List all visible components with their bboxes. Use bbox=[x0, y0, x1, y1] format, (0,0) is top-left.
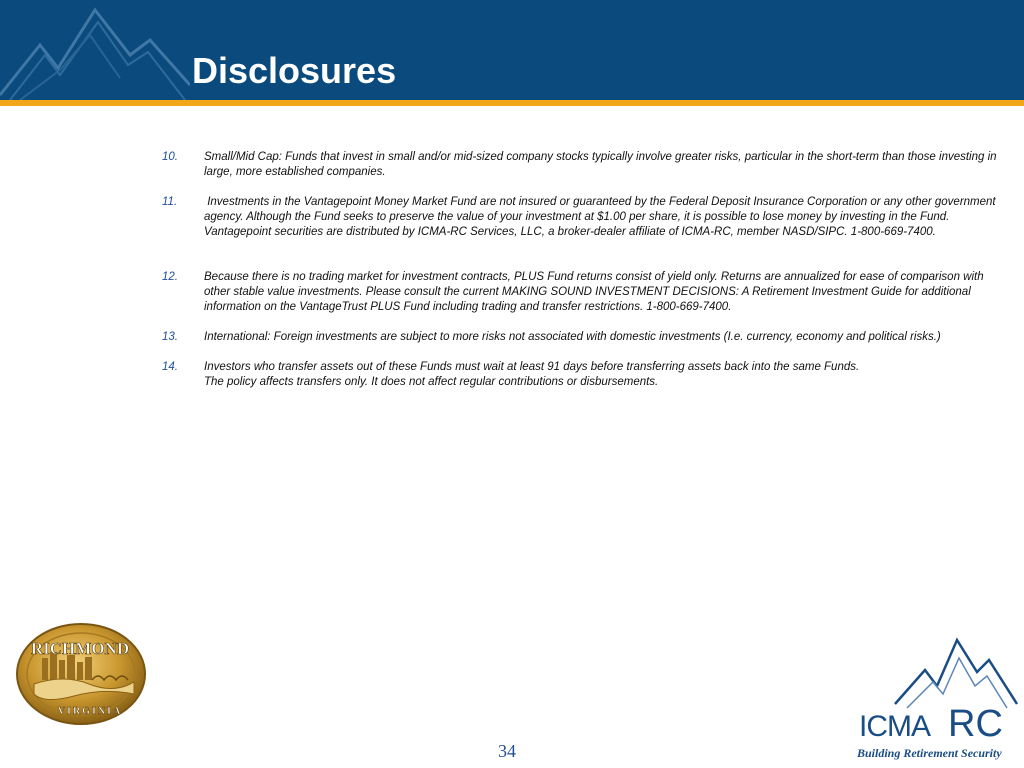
item-number: 10. bbox=[162, 151, 178, 163]
item-number: 13. bbox=[162, 331, 178, 343]
list-item bbox=[162, 270, 1002, 315]
disclosure-list bbox=[162, 150, 1002, 390]
rc-text: RC bbox=[948, 703, 1003, 745]
item-number: 14. bbox=[162, 361, 178, 373]
item-number: 11. bbox=[162, 196, 178, 208]
icma-rc-logo bbox=[855, 632, 1020, 764]
item-text: Investments in the Vantagepoint Money Market Fund are not insured or guaranteed by the Federal Deposit Insurance Corporation or any other government agency. Although the Fund seeks to preserve the value of your investment at $1.00 per share, it is possible to lose money by investing in the Fund. Vantagepoint securities are distributed by ICMA-RC Services, LLC, a broker-dealer affiliate of ICMA-RC, member NASD/SIPC. 1-800-669-7400. bbox=[204, 196, 999, 238]
richmond-seal-logo bbox=[14, 622, 148, 726]
list-item bbox=[162, 195, 1002, 240]
tagline-text: Building Retirement Security bbox=[857, 746, 1002, 760]
page-number: 34 bbox=[498, 741, 516, 761]
list-item bbox=[162, 330, 1002, 345]
page-title: Disclosures bbox=[192, 50, 397, 91]
item-text-block bbox=[204, 360, 1002, 390]
header-stripe bbox=[0, 100, 1024, 106]
richmond-text: RICHMOND bbox=[30, 639, 130, 658]
list-item bbox=[162, 360, 1002, 390]
item-text: Investors who transfer assets out of these Funds must wait at least 91 days before transferring assets back into the same Funds. bbox=[204, 361, 860, 373]
icma-text: ICMA bbox=[859, 710, 930, 743]
header-bar bbox=[0, 0, 1024, 100]
list-item bbox=[162, 150, 1002, 180]
item-number: 12. bbox=[162, 271, 178, 283]
item-text-line2: The policy affects transfers only. It does not affect regular contributions or disbursements. bbox=[204, 376, 659, 388]
mountain-decoration-icon bbox=[0, 0, 190, 100]
virginia-text: VIRGINIA bbox=[57, 706, 123, 717]
item-text: International: Foreign investments are subject to more risks not associated with domestic investments (I.e. currency, economy and political risks.) bbox=[204, 331, 941, 343]
item-text: Because there is no trading market for investment contracts, PLUS Fund returns consist of yield only. Returns are annualized for ease of comparison with other stable value investments. Please consult the current MAKING SOUND INVESTMENT DECISIONS: A Retirement Investment Guide for additional information on the VantageTrust PLUS Fund including trading and transfer restrictions. 1-800-669-7400. bbox=[204, 271, 984, 313]
item-text: Small/Mid Cap: Funds that invest in small and/or mid-sized company stocks typically involve greater risks, particular in the short-term than those investing in large, more established companies. bbox=[204, 151, 997, 178]
